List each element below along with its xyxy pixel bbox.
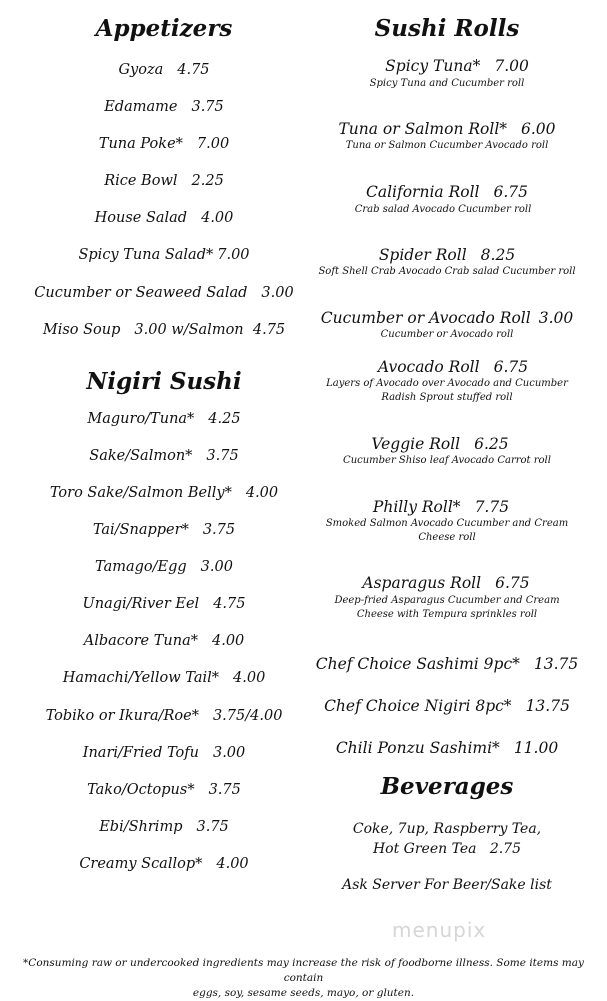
roll-description: Cucumber or Avocado roll xyxy=(380,329,514,340)
roll-item: Cucumber or Avocado Roll 3.00 xyxy=(320,309,574,327)
menu-item: Tamago/Egg 3.00 xyxy=(95,559,233,575)
menu-item: Unagi/River Eel 4.75 xyxy=(82,596,246,612)
roll-item: California Roll 6.75 xyxy=(365,183,529,201)
menu-item: Spicy Tuna Salad* 7.00 xyxy=(78,247,250,263)
menu-item: Albacore Tuna* 4.00 xyxy=(83,633,245,649)
appetizers-heading: Appetizers xyxy=(95,15,233,42)
menu-item: Ebi/Shrimp 3.75 xyxy=(99,819,229,835)
roll-item: Spider Roll 8.25 xyxy=(378,246,516,264)
menu-item: Edamame 3.75 xyxy=(104,99,224,115)
roll-description: Layers of Avocado over Avocado and Cucumber Radish Sprout stuffed roll xyxy=(326,378,568,403)
roll-item: Veggie Roll 6.25 xyxy=(371,435,509,453)
menu-item: House Salad 4.00 xyxy=(94,210,234,226)
roll-description: Spicy Tuna and Cucumber roll xyxy=(369,78,525,89)
menu-item: Hamachi/Yellow Tail* 4.00 xyxy=(62,670,266,686)
beverages-heading: Beverages xyxy=(380,773,514,800)
menu-item: Cucumber or Seaweed Salad 3.00 xyxy=(34,285,294,301)
special-item: Chef Choice Sashimi 9pc* 13.75 xyxy=(315,655,579,673)
menu-item: Maguro/Tuna* 4.25 xyxy=(87,411,241,427)
menu-item: Inari/Fried Tofu 3.00 xyxy=(82,745,246,761)
roll-item: Asparagus Roll 6.75 xyxy=(362,574,530,592)
roll-description: Cucumber Shiso leaf Avocado Carrot roll xyxy=(343,455,551,466)
menu-item: Toro Sake/Salmon Belly* 4.00 xyxy=(49,485,279,501)
menupix-watermark: menupix xyxy=(392,918,487,942)
roll-description: Smoked Salmon Avocado Cucumber and Cream Cheese roll xyxy=(325,518,569,543)
menu-item: Tobiko or Ikura/Roe* 3.75/4.00 xyxy=(45,708,283,724)
menu-item: Tai/Snapper* 3.75 xyxy=(92,522,236,538)
roll-item: Spicy Tuna* 7.00 xyxy=(385,57,529,75)
beverages-list: Coke, 7up, Raspberry Tea, Hot Green Tea 2.75 xyxy=(352,821,542,857)
roll-item: Tuna or Salmon Roll* 6.00 xyxy=(338,120,556,138)
menu-item: Creamy Scallop* 4.00 xyxy=(79,856,249,872)
menu-item: Tako/Octopus* 3.75 xyxy=(87,782,241,798)
special-item: Chef Choice Nigiri 8pc* 13.75 xyxy=(324,697,570,715)
roll-description: Deep-fried Asparagus Cucumber and Cream Cheese with Tempura sprinkles roll xyxy=(334,595,560,620)
roll-description: Soft Shell Crab Avocado Crab salad Cucumber roll xyxy=(318,266,576,277)
roll-item: Philly Roll* 7.75 xyxy=(372,498,510,516)
allergy-disclaimer: *Consuming raw or undercooked ingredients may increase the risk of foodborne illness. Some items may contain eggs, soy, sesame seeds, mayo, or gluten. xyxy=(23,957,584,999)
sushi-rolls-heading: Sushi Rolls xyxy=(374,15,520,42)
menu-item: Tuna Poke* 7.00 xyxy=(98,136,230,152)
roll-item: Avocado Roll 6.75 xyxy=(377,358,529,376)
nigiri-heading: Nigiri Sushi xyxy=(86,368,242,395)
roll-description: Crab salad Avocado Cucumber roll xyxy=(354,204,532,215)
menu-item: Sake/Salmon* 3.75 xyxy=(89,448,239,464)
roll-description: Tuna or Salmon Cucumber Avocado roll xyxy=(345,140,549,151)
menu-item: Gyoza 4.75 xyxy=(118,62,210,78)
menu-item: Rice Bowl 2.25 xyxy=(104,173,224,189)
beer-sake-note: Ask Server For Beer/Sake list xyxy=(342,877,552,893)
special-item: Chili Ponzu Sashimi* 11.00 xyxy=(335,739,559,757)
menu-item: Miso Soup 3.00 w/Salmon 4.75 xyxy=(42,322,286,338)
